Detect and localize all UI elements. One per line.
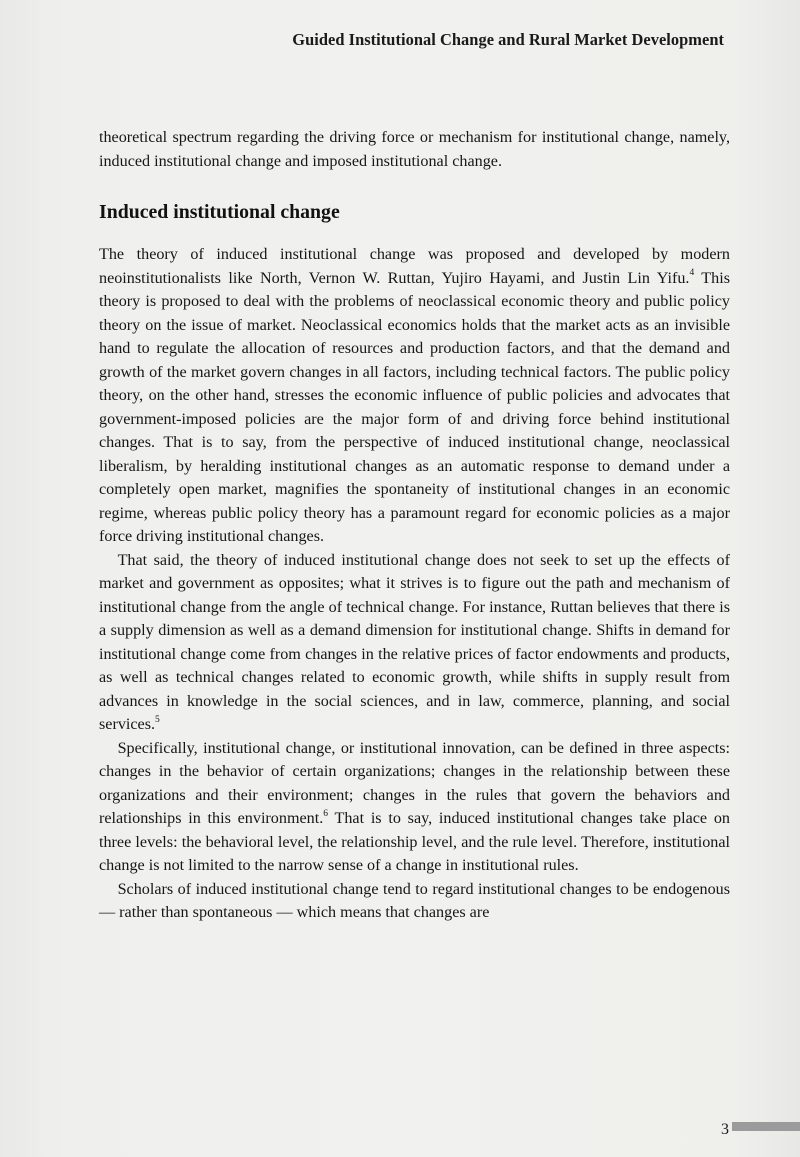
- paragraph-2: [99, 549, 730, 737]
- page-footer: [721, 1119, 800, 1141]
- footnote-ref-6[interactable]: 6: [323, 808, 329, 819]
- intro-paragraph: theoretical spectrum regarding the driving force or mechanism for institutional change, namely, induced institutional change and imposed institutional change.: [99, 129, 730, 170]
- running-header: Guided Institutional Change and Rural Market Development: [292, 30, 724, 49]
- page-number: 3: [721, 1121, 729, 1138]
- paragraph-1: [99, 243, 730, 549]
- paragraph-3-text-a: Specifically, institutional change, or institutional innovation, can be defined in three aspects: changes in the behavior of certain organizations; changes in the relationship between these organizations and their environment; changes in the rules that govern the behaviors and relationships in this environment.: [99, 739, 730, 827]
- section-heading: Induced institutional change: [99, 201, 340, 223]
- footer-decorative-bar: [732, 1122, 800, 1131]
- paragraph-3-text-b: That is to say, induced institutional changes take place on three levels: the behavioral level, the relationship level, and the rule level. Therefore, institutional change is not limited to the narrow sense of a change in institutional rules.: [99, 810, 731, 874]
- footnote-ref-4[interactable]: 4: [689, 268, 695, 279]
- page-body: [99, 126, 730, 925]
- paragraph-3: [99, 737, 730, 878]
- paragraph-2-text-a: That said, the theory of induced institutional change does not seek to set up the effects of market and government as opposites; what it strives is to figure out the path and mechanism of institutional change from the angle of technical change. For instance, Ruttan believes that there is a supply dimension as well as a demand dimension for institutional change. Shifts in demand for institutional change come from changes in the relative prices of factor endowments and products, as well as technical changes related to economic growth, while shifts in supply result from advances in knowledge in the social sciences, and in law, commerce, planning, and social services.: [99, 551, 730, 733]
- footnote-ref-5[interactable]: 5: [155, 714, 160, 725]
- paragraph-1-text-b: This theory is proposed to deal with the problems of neoclassical economic theory and public policy theory on the issue of market. Neoclassical economics holds that the market acts as an invisible hand to regulate the allocation of resources and production factors, and that the demand and growth of the market govern changes in all factors, including technical factors. The public policy theory, on the other hand, stresses the economic influence of public policies and advocates that government-imposed policies are the major form of and driving force behind institutional changes. That is to say, from the perspective of induced institutional change, neoclassical liberalism, by heralding institutional changes as an automatic response to demand under a completely open market, magnifies the spontaneity of institutional changes in an economic regime, whereas public policy theory has a paramount regard for economic policies as a major force driving institutional changes.: [99, 269, 730, 545]
- paragraph-1-text-a: The theory of induced institutional change was proposed and developed by modern neoinstitutionalists like North, Vernon W. Ruttan, Yujiro Hayami, and Justin Lin Yifu.: [99, 246, 730, 287]
- paragraph-4: Scholars of induced institutional change tend to regard institutional changes to be endogenous — rather than spontaneous — which means that changes are: [99, 880, 730, 921]
